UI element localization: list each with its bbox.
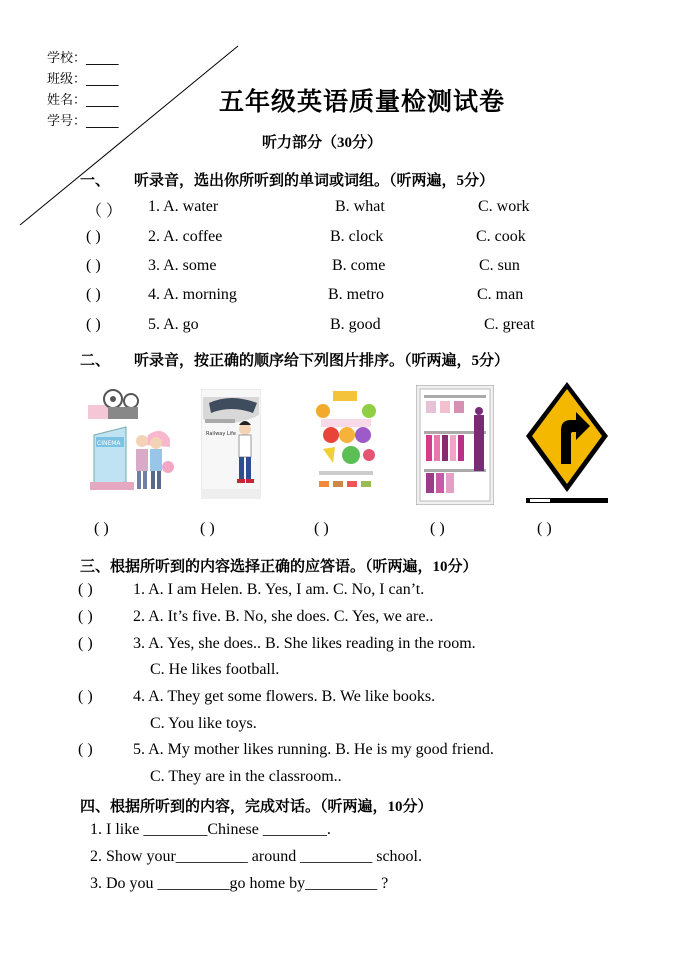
question-line: 3. A. Yes, she does.. B. She likes reading in the room.: [133, 635, 476, 652]
turn-right-sign-picture: [524, 380, 610, 508]
page-title: 五年级英语质量检测试卷: [219, 87, 506, 116]
option-c: C. man: [477, 286, 524, 303]
section1-index: 一、: [80, 173, 111, 189]
fruit-picture: [311, 389, 381, 499]
page-subtitle: 听力部分（30分）: [262, 135, 383, 151]
question-stem: 5. A. go: [148, 316, 199, 333]
clothes-shop-picture: [416, 385, 494, 505]
option-c: C. sun: [479, 257, 520, 274]
answer-paren[interactable]: ( ): [86, 316, 101, 333]
train-picture: [201, 389, 261, 499]
question-line: 2. A. It’s five. B. No, she does. C. Yes, we are..: [133, 608, 434, 625]
picture-answer-paren[interactable]: ( ): [430, 520, 445, 537]
picture-answer-paren[interactable]: ( ): [200, 520, 215, 537]
answer-paren[interactable]: ( ): [86, 257, 101, 274]
question-line-continued: C. You like toys.: [150, 715, 257, 732]
option-c: C. work: [478, 198, 530, 215]
answer-paren[interactable]: ( ): [78, 581, 93, 598]
picture-answer-paren[interactable]: ( ): [94, 520, 109, 537]
question-stem: 3. A. some: [148, 257, 217, 274]
option-b: B. metro: [328, 286, 384, 303]
question-line: 1. A. I am Helen. B. Yes, I am. C. No, I can’t.: [133, 581, 425, 598]
answer-paren[interactable]: ( ): [78, 635, 93, 652]
fill-blank-item[interactable]: 2. Show your_________ around _________ school.: [90, 848, 422, 865]
answer-paren[interactable]: ( ): [86, 228, 101, 245]
svg-text:Railway Life: Railway Life: [206, 431, 236, 437]
answer-paren[interactable]: （ ）: [86, 203, 123, 220]
section1-heading: 听录音，选出你所听到的单词或词组。（听两遍，5分）: [134, 173, 495, 189]
question-line: 5. A. My mother likes running. B. He is my good friend.: [133, 741, 494, 758]
svg-text:CINEMA: CINEMA: [97, 440, 121, 447]
question-line-continued: C. They are in the classroom..: [150, 768, 342, 785]
section2-index: 二、: [80, 353, 111, 369]
option-b: B. good: [330, 316, 381, 333]
answer-paren[interactable]: ( ): [78, 688, 93, 705]
option-b: B. clock: [330, 228, 384, 245]
picture-answer-paren[interactable]: ( ): [314, 520, 329, 537]
answer-paren[interactable]: ( ): [78, 741, 93, 758]
question-line-continued: C. He likes football.: [150, 661, 280, 678]
question-stem: 4. A. morning: [148, 286, 237, 303]
question-line: 4. A. They get some flowers. B. We like books.: [133, 688, 436, 705]
fill-blank-item[interactable]: 3. Do you _________go home by_________ ?: [90, 875, 389, 892]
cinema-picture: [82, 387, 178, 497]
section2-heading: 听录音，按正确的顺序给下列图片排序。（听两遍，5分）: [134, 353, 510, 369]
name-field: 姓名：_____: [47, 93, 119, 108]
section3-heading: 三、根据所听到的内容选择正确的应答语。（听两遍，10分）: [80, 559, 478, 575]
question-stem: 1. A. water: [148, 198, 219, 215]
fill-blank-item[interactable]: 1. I like ________Chinese ________.: [90, 821, 331, 838]
student-number-field: 学号：_____: [47, 114, 119, 129]
picture-answer-paren[interactable]: ( ): [537, 520, 552, 537]
question-stem: 2. A. coffee: [148, 228, 223, 245]
answer-paren[interactable]: ( ): [86, 286, 101, 303]
option-b: B. what: [335, 198, 385, 215]
section4-heading: 四、根据所听到的内容，完成对话。（听两遍，10分）: [80, 799, 433, 815]
class-field: 班级：_____: [47, 72, 119, 87]
option-c: C. great: [484, 316, 535, 333]
option-b: B. come: [332, 257, 386, 274]
answer-paren[interactable]: ( ): [78, 608, 93, 625]
corner-diagonal-line: [0, 0, 260, 240]
school-field: 学校：_____: [47, 51, 119, 66]
option-c: C. cook: [476, 228, 526, 245]
